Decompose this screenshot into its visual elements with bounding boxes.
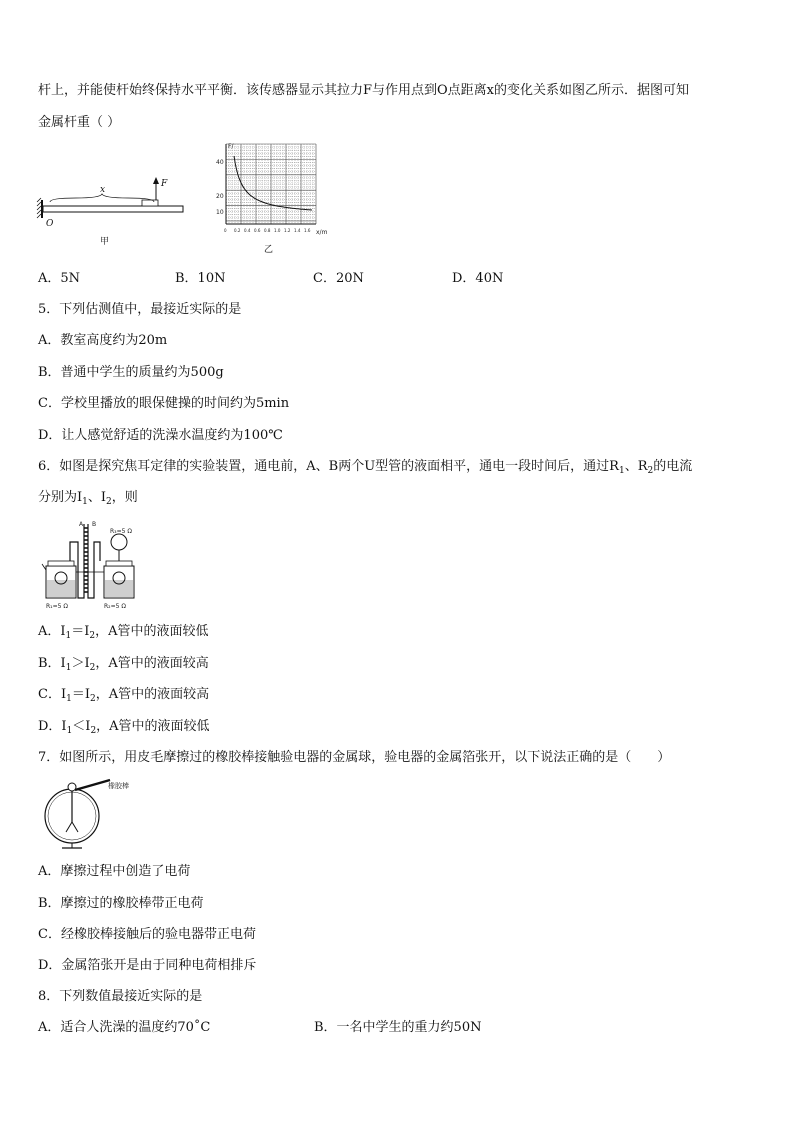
q5-option-c[interactable]: C．学校里播放的眼保健操的时间约为5min <box>38 396 290 411</box>
q7-label-rod: 橡胶棒 <box>108 782 129 790</box>
q4-yi-x-ticks <box>224 228 311 233</box>
q6-option-a[interactable]: A．$I_1=I_2$，A管中的液面较低 <box>38 624 209 641</box>
q6-option-d[interactable]: D．$I_1<I_2$，A管中的液面较低 <box>38 719 210 736</box>
q4-option-a[interactable]: A．5N <box>38 271 81 286</box>
q6-label-r3: R₃=5 Ω <box>110 528 132 535</box>
q5-stem: 5．下列估测值中，最接近实际的是 <box>38 302 242 317</box>
q6-label-a: A <box>79 521 84 528</box>
q4-yi-xtick: 0.6 <box>254 228 261 233</box>
q8-option-b[interactable]: B．一名中学生的重力约50N <box>314 1020 482 1035</box>
q4-yi-caption: 乙 <box>264 245 274 255</box>
q4-yi-xtick: 1.6 <box>304 228 311 233</box>
q6-option-b[interactable]: B．$I_1>I_2$，A管中的液面较高 <box>38 656 209 673</box>
q4-yi-xtick: 0.8 <box>264 228 271 233</box>
q6-label-r1: R₁=5 Ω <box>46 603 68 610</box>
q5-option-d[interactable]: D．让人感觉舒适的洗澡水温度约为100℃ <box>38 428 283 443</box>
q7-stem: 7．如图所示，用皮毛摩擦过的橡胶棒接触验电器的金属球，验电器的金属箔张开，以下说法正确的是（ ） <box>38 750 671 765</box>
q7-option-a[interactable]: A．摩擦过程中创造了电荷 <box>38 864 191 879</box>
q4-yi-ytick-20: 20 <box>216 193 224 200</box>
q7-option-d[interactable]: D．金属箔张开是由于同种电荷相排斥 <box>38 958 257 973</box>
q4-jia-caption: 甲 <box>100 237 110 247</box>
q4-figure-yi <box>212 140 336 258</box>
q4-yi-xtick: 1.4 <box>294 228 301 233</box>
q4-yi-x-axis: x/m <box>316 229 328 236</box>
q8-option-a[interactable]: A．适合人洗澡的温度约70˚C <box>38 1020 211 1035</box>
q6-stem-line1: 6．如图是探究焦耳定律的实验装置，通电前，A、B两个U型管的液面相平，通电一段时间后，通过$R_1$、$R_2$的电流 <box>38 459 693 476</box>
q5-option-b[interactable]: B．普通中学生的质量约为500g <box>38 365 224 380</box>
q4-yi-curve <box>234 156 312 210</box>
q7-figure-electroscope <box>40 778 150 850</box>
q6-figure <box>40 520 140 612</box>
q4-yi-grid <box>226 144 316 224</box>
q4-yi-xtick: 0 <box>224 228 227 233</box>
q4-yi-xtick: 0.4 <box>244 228 251 233</box>
q4-stem-line2: 金属杆重（ ） <box>38 115 121 130</box>
q8-stem: 8．下列数值最接近实际的是 <box>38 989 203 1004</box>
q4-yi-ytick-40: 40 <box>216 159 224 166</box>
q4-stem-line1: 杆上，并能使杆始终保持水平平衡．该传感器显示其拉力F与作用点到O点距离x的变化关系如图乙所示．据图可知 <box>38 83 690 98</box>
q4-option-d[interactable]: D．40N <box>452 271 504 286</box>
q4-jia-label-f: F <box>161 179 168 189</box>
q6-label-r2: R₂=5 Ω <box>104 603 126 610</box>
q4-figure-jia <box>36 160 196 250</box>
q7-option-b[interactable]: B．摩擦过的橡胶棒带正电荷 <box>38 896 204 911</box>
q4-yi-xtick: 1.2 <box>284 228 291 233</box>
q4-option-c[interactable]: C．20N <box>313 271 364 286</box>
q4-jia-label-o: O <box>46 219 54 229</box>
q6-label-b: B <box>92 521 97 528</box>
q6-stem-line2: 分别为$I_1$、$I_2$，则 <box>38 490 138 507</box>
q6-option-c[interactable]: C．$I_1=I_2$，A管中的液面较高 <box>38 687 210 704</box>
q4-yi-ytick-10: 10 <box>216 209 224 216</box>
q5-option-a[interactable]: A．教室高度约为20m <box>38 333 168 348</box>
q4-yi-xtick: 1.0 <box>274 228 281 233</box>
q4-yi-xtick: 0.2 <box>234 228 241 233</box>
q4-option-b[interactable]: B．10N <box>175 271 226 286</box>
q7-option-c[interactable]: C．经橡胶棒接触后的验电器带正电荷 <box>38 927 256 942</box>
q4-jia-label-x: x <box>100 185 106 195</box>
q4-yi-y-axis: F/ <box>228 143 234 150</box>
